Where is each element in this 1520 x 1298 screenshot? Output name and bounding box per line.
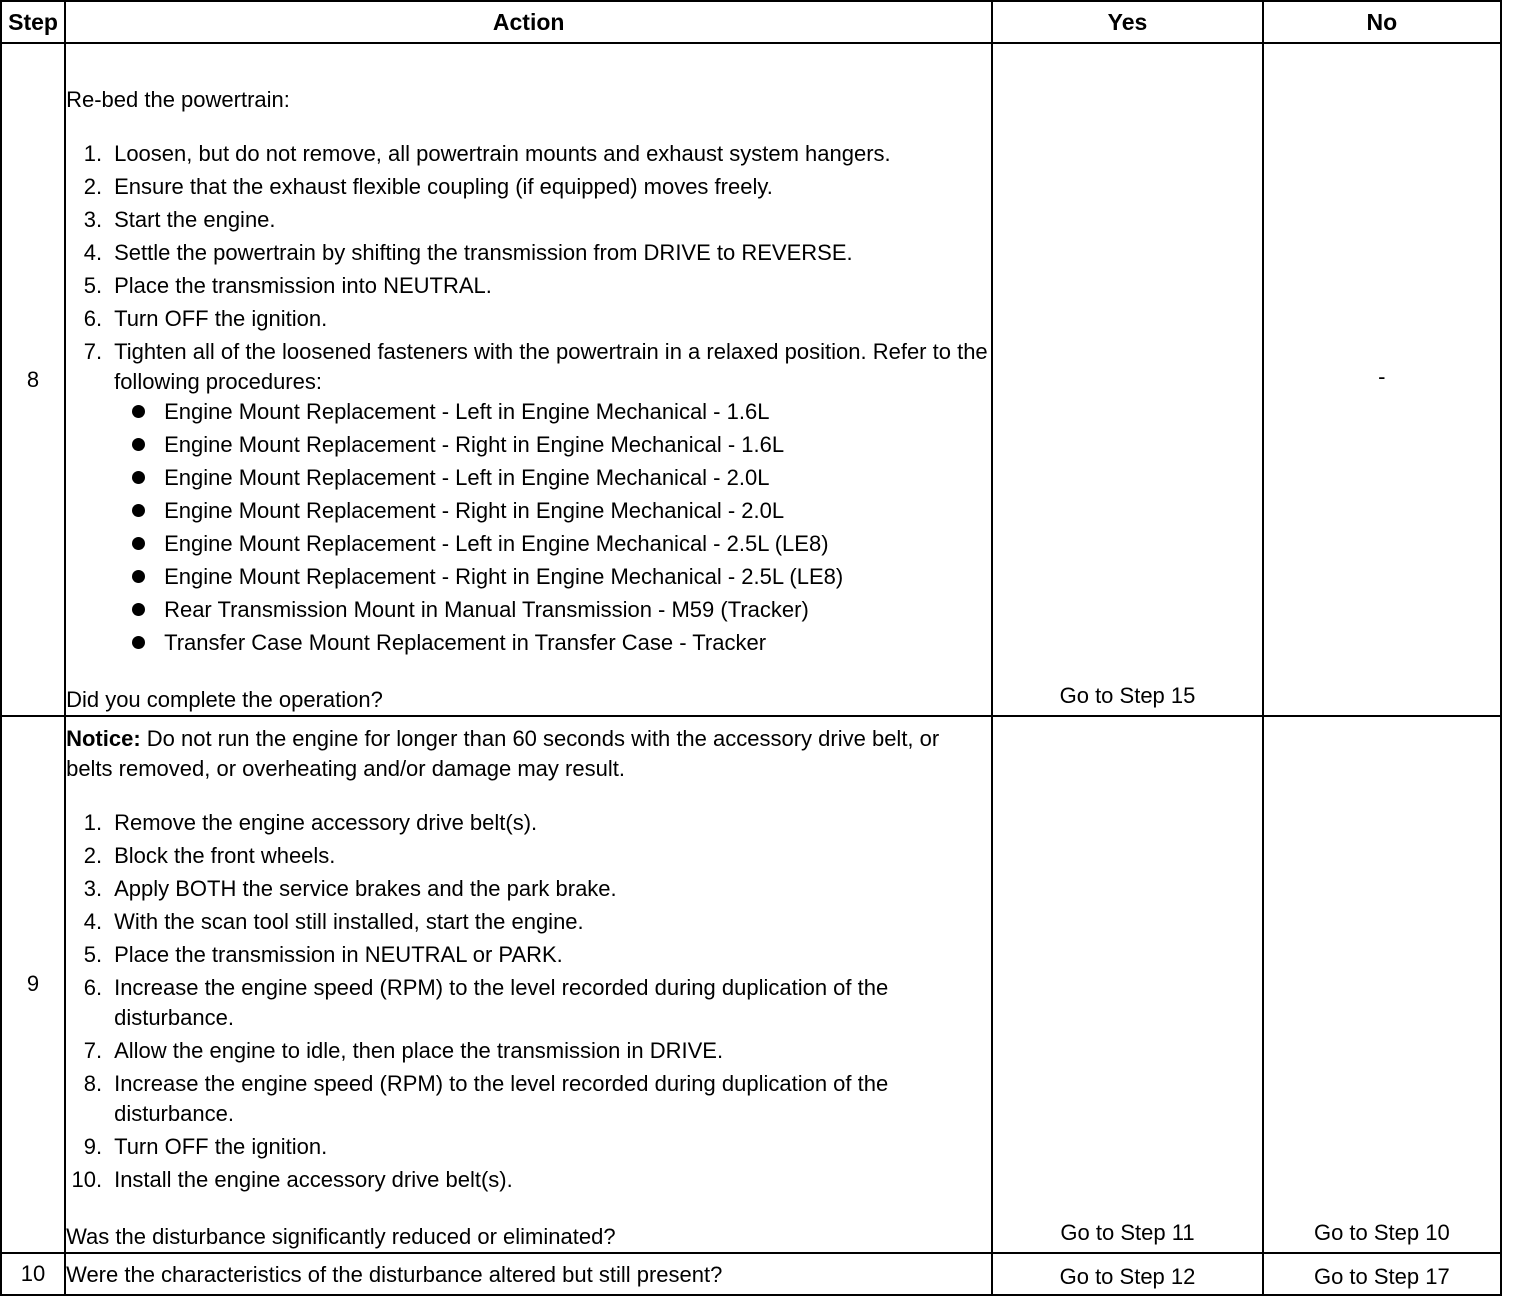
procedure-link[interactable]: Rear Transmission Mount in Manual Transmission - M59 (Tracker) [114, 595, 991, 625]
yes-result[interactable]: Go to Step 12 [992, 1253, 1262, 1295]
procedure-link[interactable]: Engine Mount Replacement - Left in Engine Mechanical - 2.0L [114, 463, 991, 493]
table-row-step-8 [1, 43, 1501, 716]
list-item: 3. Start the engine. [83, 207, 276, 233]
procedure-link[interactable]: Transfer Case Mount Replacement in Transfer Case - Tracker [114, 628, 991, 658]
list-item: 5. Place the transmission into NEUTRAL. [83, 273, 492, 299]
table-row-step-9 [1, 716, 1501, 1253]
action-cell [65, 716, 992, 1253]
action-question: Were the characteristics of the disturbance altered but still present? [65, 1253, 992, 1295]
notice-label: Notice: [66, 725, 141, 751]
no-result[interactable]: Go to Step 17 [1263, 1253, 1501, 1295]
no-result: - [1263, 43, 1501, 716]
procedure-link[interactable]: Engine Mount Replacement - Right in Engine Mechanical - 2.0L [114, 496, 991, 526]
list-item: 4. With the scan tool still installed, start the engine. [83, 908, 584, 934]
list-item: 1. Remove the engine accessory drive belt(s). [83, 809, 538, 835]
procedure-links [114, 397, 991, 658]
list-item: 1. Loosen, but do not remove, all powertrain mounts and exhaust system hangers. [83, 141, 891, 167]
procedure-link[interactable]: Engine Mount Replacement - Left in Engine Mechanical - 2.5L (LE8) [114, 529, 991, 559]
table-row-step-10 [1, 1253, 1501, 1295]
action-cell [65, 43, 992, 716]
list-item: 6. Increase the engine speed (RPM) to the level recorded during duplication of the disturbance. [83, 974, 889, 1030]
procedure-list [66, 808, 991, 1195]
header-row [1, 1, 1501, 43]
list-item: 3. Apply BOTH the service brakes and the park brake. [83, 875, 617, 901]
list-item: 6. Turn OFF the ignition. [83, 306, 328, 332]
step-number: 8 [1, 43, 65, 716]
notice [66, 724, 991, 784]
list-item: 7. Allow the engine to idle, then place the transmission in DRIVE. [83, 1037, 724, 1063]
header-yes: Yes [992, 1, 1262, 43]
list-item: 10. Install the engine accessory drive belt(s). [71, 1166, 513, 1192]
list-item: 9. Turn OFF the ignition. [83, 1133, 328, 1159]
action-intro: Re-bed the powertrain: [66, 87, 290, 113]
step-number: 10 [1, 1253, 65, 1295]
header-action: Action [65, 1, 992, 43]
procedure-link[interactable]: Engine Mount Replacement - Right in Engine Mechanical - 1.6L [114, 430, 991, 460]
header-step: Step [1, 1, 65, 43]
yes-result[interactable]: Go to Step 11 [992, 716, 1262, 1253]
list-item: 2. Ensure that the exhaust flexible coupling (if equipped) moves freely. [83, 174, 773, 200]
no-result[interactable]: Go to Step 10 [1263, 716, 1501, 1253]
procedure-link[interactable]: Engine Mount Replacement - Right in Engine Mechanical - 2.5L (LE8) [114, 562, 991, 592]
list-item: 5. Place the transmission in NEUTRAL or PARK. [83, 941, 563, 967]
yes-result[interactable]: Go to Step 15 [992, 43, 1262, 716]
procedure-list [66, 139, 991, 658]
procedure-link[interactable]: Engine Mount Replacement - Left in Engine Mechanical - 1.6L [114, 397, 991, 427]
list-item: 7. Tighten all of the loosened fasteners with the powertrain in a relaxed position. Refer to the following procedures: Engine Mount Replacement - Left in Engine Mechanical - 1.6L Engine Mount Replacement - Right in Engine Mechanical - 1.6L Engine Mount Replacement - Left in Engine Mechanical - 2.0L Engine Mount Replacement - Right in Engine Mechanical - 2.0L Engine Mount Replacement - Left in Engine Mechanical - 2.5L (LE8) Engine Mount Replacement - Right in Engine Mechanical - 2.5L (LE8) Rear Transmission Mount in Manual Transmission - M59 (Tracker) Transfer Case Mount Replacement in Transfer Case - Tracker [66, 337, 991, 658]
header-no: No [1263, 1, 1501, 43]
step-number: 9 [1, 716, 65, 1253]
list-item: 4. Settle the powertrain by shifting the transmission from DRIVE to REVERSE. [83, 240, 853, 266]
list-item: 2. Block the front wheels. [83, 842, 336, 868]
notice-text: Do not run the engine for longer than 60 seconds with the accessory drive belt, or belts removed, or overheating and/or damage may result. [66, 725, 940, 781]
list-item: 8. Increase the engine speed (RPM) to the level recorded during duplication of the disturbance. [83, 1070, 889, 1126]
action-question: Did you complete the operation? [66, 687, 383, 713]
action-question: Was the disturbance significantly reduced or eliminated? [66, 1223, 616, 1249]
